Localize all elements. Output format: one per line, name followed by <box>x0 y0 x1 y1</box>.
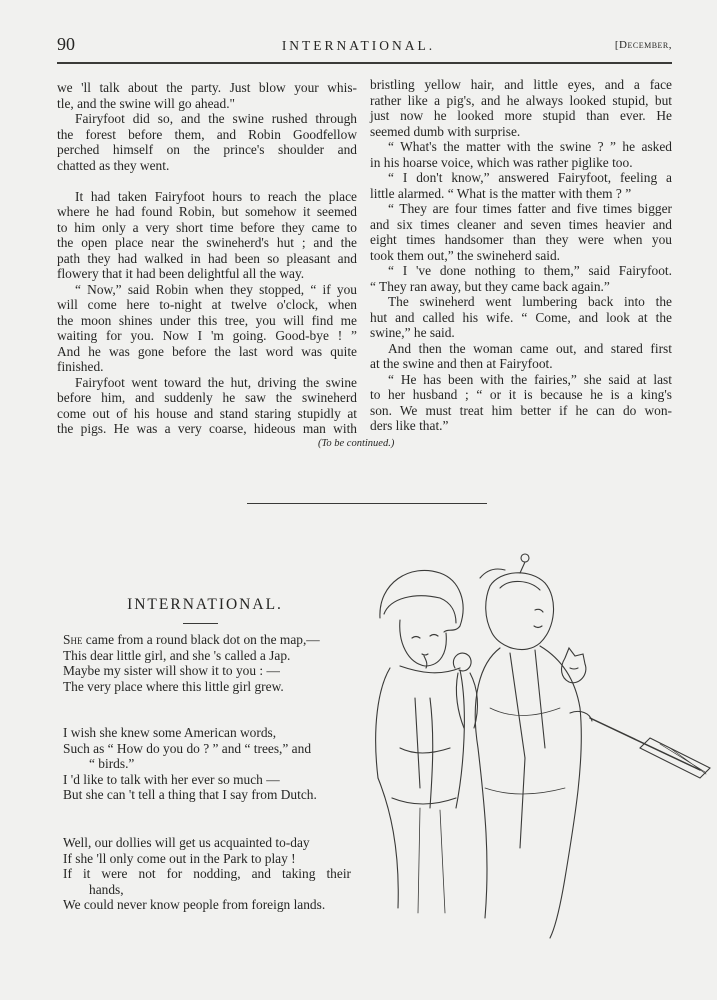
paragraph-line: swine,” he said. <box>370 325 455 340</box>
paragraph-line: little alarmed. “ What is the matter with them ? ” <box>370 185 632 201</box>
paragraph-line: Fairyfoot went toward the hut, driving the swine <box>75 374 357 390</box>
paragraph-line: the pigs. He was a very coarse, hideous man with <box>57 421 357 436</box>
to-be-continued-note: (To be continued.) <box>318 438 395 449</box>
poem-line: Such as “ How do you do ? ” and “ trees,” and <box>63 740 312 756</box>
paragraph-line: just now he looked more stupid than ever. He <box>370 108 672 123</box>
poem-stanza-3 <box>63 835 351 913</box>
paragraph-line: will come here to-night at twelve o'clock, when <box>57 297 357 312</box>
paragraph-line: chatted as they went. <box>57 157 170 173</box>
poem-stanza-1 <box>63 632 320 694</box>
paragraph-line: Fairyfoot did so, and the swine rushed through <box>75 111 357 126</box>
paragraph-line: The swineherd went lumbering back into the <box>388 294 672 309</box>
poem-line: This dear little girl, and she 's called a Jap. <box>63 647 291 663</box>
poem-line: The very place where this little girl grew. <box>63 678 284 694</box>
paragraph-line: where he had found Robin, but somehow it seemed <box>57 204 357 219</box>
paragraph-line: to him only a very short time before they came to <box>57 219 357 235</box>
paragraph-line: the open place near the swineherd's hut ; and the <box>57 235 357 250</box>
paragraph-line: bristling yellow hair, and little eyes, and a face <box>370 77 672 92</box>
paragraph-line: the forest before them, and Robin Goodfellow <box>57 126 357 142</box>
paragraph-line: tle, and the swine will go ahead." <box>57 95 236 111</box>
paragraph-line: flowery that it had been delightful all the way. <box>57 266 305 281</box>
children-illustration <box>360 548 715 948</box>
paragraph-line: “ What's the matter with the swine ? ” he asked <box>388 139 672 154</box>
paragraph-line: And then the woman came out, and stared first <box>388 340 672 356</box>
poem-line: “ birds.” <box>89 756 135 772</box>
paragraph-line: rather like a pig's, and he always looked stupid, but <box>370 92 672 108</box>
poem-line: Maybe my sister will show it to you : — <box>63 663 280 679</box>
paragraph-line: waiting for you. Now I 'm going. Good-bye ! ” <box>57 328 357 343</box>
paragraph-line: hut and called his wife. “ Come, and look at the <box>370 309 672 325</box>
section-divider <box>247 503 487 504</box>
paragraph-line: in his hoarse voice, which was rather piglike too. <box>370 154 633 170</box>
poem-line: Well, our dollies will get us acquainted to-day <box>63 835 310 850</box>
paragraph-line: we 'll talk about the party. Just blow your whis- <box>57 80 357 95</box>
paragraph-line: “ He has been with the fairies,” she said at last <box>388 371 672 387</box>
running-month: [December, <box>614 39 672 51</box>
paragraph-line: before him, and suddenly he saw the swineherd <box>57 390 357 405</box>
paragraph-line: “ Now,” said Robin when they stopped, “ if you <box>75 281 357 297</box>
story-left-column <box>57 80 357 437</box>
poem-line: If she 'll only come out in the Park to play ! <box>63 850 296 866</box>
poem-stanza-2 <box>63 725 317 803</box>
paragraph-line: “ They ran away, but they came back again.” <box>370 278 610 294</box>
paragraph-line: at the swine and then at Fairyfoot. <box>370 356 553 371</box>
paragraph-line: It had taken Fairyfoot hours to reach the place <box>75 188 357 204</box>
paragraph-line: path they had walked in had been so pleasant and <box>57 250 357 266</box>
poem-title-rule <box>183 623 218 624</box>
poem-line: But she can 't tell a thing that I say from Dutch. <box>63 787 317 803</box>
paragraph-line: And he was gone before the last word was quite <box>57 343 357 359</box>
page-number: 90 <box>57 34 75 54</box>
paragraph-line: “ I 've done nothing to them,” said Fairyfoot. <box>388 263 672 278</box>
paragraph-line: “ I don't know,” answered Fairyfoot, feeling a <box>388 170 672 185</box>
poem-line: I wish she knew some American words, <box>63 725 277 740</box>
paragraph-line: perched himself on the prince's shoulder and <box>57 142 357 157</box>
paragraph-line: the moon shines under this tree, you will find me <box>57 312 357 328</box>
paragraph-line: eight times handsomer than they were when you <box>370 232 672 247</box>
paragraph-line: “ They are four times fatter and five times bigger <box>388 201 672 216</box>
poem-line <box>63 632 320 648</box>
paragraph-line: to her husband ; “ or it is because he is a king's <box>370 387 672 402</box>
poem-line: hands, <box>89 881 124 897</box>
poem-line: I 'd like to talk with her ever so much — <box>63 771 280 787</box>
paragraph-line: seemed dumb with surprise. <box>370 123 521 139</box>
story-right-column <box>370 77 672 434</box>
poem-initial-word: She <box>63 632 83 647</box>
paragraph-gap <box>57 173 357 189</box>
paragraph-line: took them out,” the swineherd said. <box>370 247 561 263</box>
paragraph-line: son. We must treat him better if he can do won- <box>370 402 672 418</box>
poem-line: If it were not for nodding, and taking their <box>63 866 351 882</box>
paragraph-line: and six times cleaner and seven times heavier and <box>370 216 672 232</box>
paragraph-line: finished. <box>57 359 104 374</box>
poem-line: We could never know people from foreign lands. <box>63 897 326 913</box>
paragraph-line: ders like that.” <box>370 418 449 433</box>
poem-line-text: came from a round black dot on the map,— <box>82 632 320 647</box>
poem-title: INTERNATIONAL. <box>127 596 283 613</box>
running-title: INTERNATIONAL. <box>281 38 436 53</box>
header-rule <box>57 62 672 64</box>
paragraph-line: come out of his house and stand staring stupidly at <box>57 405 357 421</box>
